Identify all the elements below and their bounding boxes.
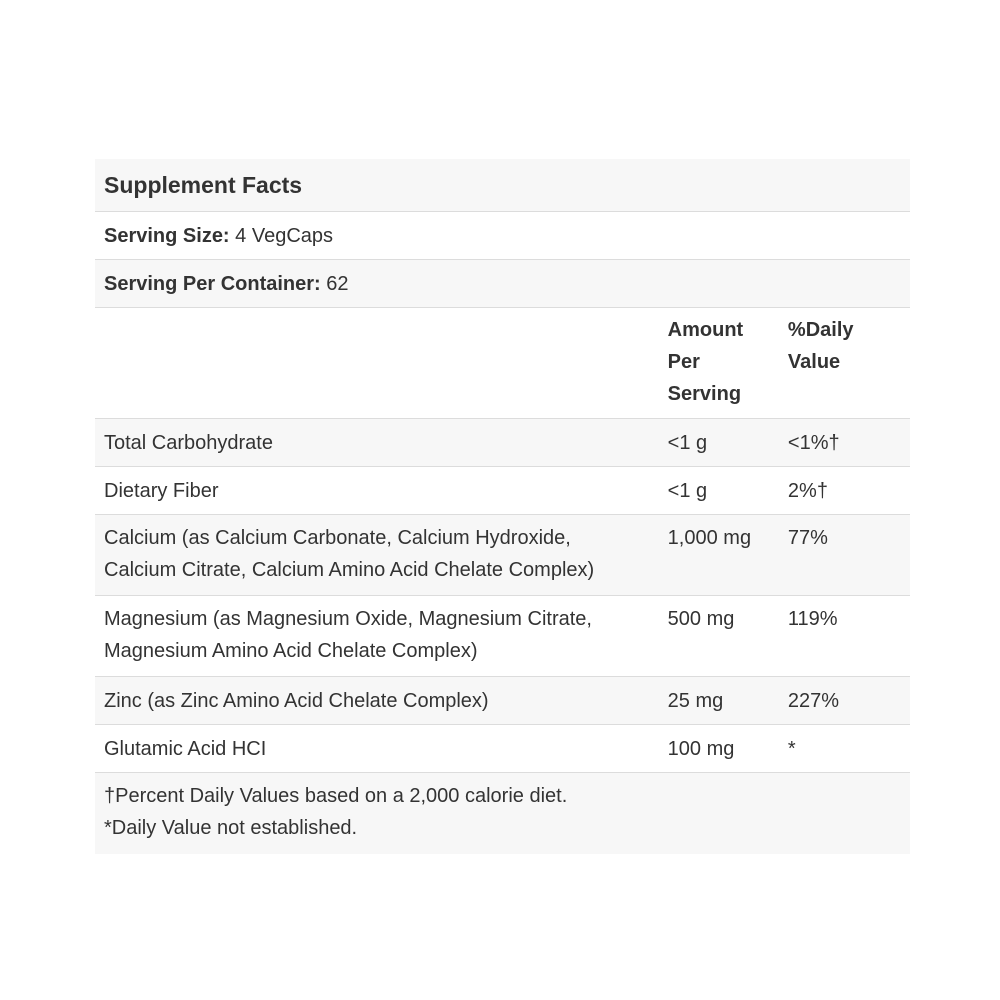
- table-row: [95, 515, 910, 596]
- nutrient-daily-value: 77%: [788, 515, 910, 596]
- nutrient-daily-value: 119%: [788, 596, 910, 677]
- nutrient-name: Magnesium (as Magnesium Oxide, Magnesium Citrate, Magnesium Amino Acid Chelate Complex): [95, 596, 668, 677]
- footnotes: [95, 773, 910, 855]
- facts-title: Supplement Facts: [95, 159, 910, 212]
- nutrient-name: Dietary Fiber: [95, 467, 668, 515]
- nutrient-daily-value: 227%: [788, 677, 910, 725]
- table-row: [95, 596, 910, 677]
- footnote-not-established: *Daily Value not established.: [104, 817, 358, 839]
- table-row: [95, 677, 910, 725]
- daily-value-header: %Daily Value: [788, 308, 910, 419]
- amount-header: Amount Per Serving: [668, 308, 788, 419]
- nutrient-amount: <1 g: [668, 467, 788, 515]
- nutrient-name: Calcium (as Calcium Carbonate, Calcium Hydroxide, Calcium Citrate, Calcium Amino Acid Chelate Complex): [95, 515, 668, 596]
- table-row: [95, 467, 910, 515]
- serving-size-value: 4 VegCaps: [235, 224, 334, 247]
- nutrient-name: Glutamic Acid HCI: [95, 725, 668, 773]
- serving-size-row: [95, 212, 910, 260]
- table-row: [95, 419, 910, 467]
- nutrient-amount: 25 mg: [668, 677, 788, 725]
- nutrient-amount: 500 mg: [668, 596, 788, 677]
- column-header-row: [95, 308, 910, 419]
- table-row: [95, 725, 910, 773]
- serving-size-label: Serving Size:: [104, 224, 230, 247]
- nutrient-name: Total Carbohydrate: [95, 419, 668, 467]
- supplement-facts-table: [95, 159, 910, 854]
- nutrient-daily-value: <1%†: [788, 419, 910, 467]
- nutrient-amount: 1,000 mg: [668, 515, 788, 596]
- nutrient-amount: <1 g: [668, 419, 788, 467]
- footnotes-row: [95, 773, 910, 855]
- nutrient-daily-value: 2%†: [788, 467, 910, 515]
- nutrient-amount: 100 mg: [668, 725, 788, 773]
- title-row: [95, 159, 910, 212]
- footnote-percent-daily: †Percent Daily Values based on a 2,000 calorie diet.: [104, 785, 568, 807]
- nutrient-daily-value: *: [788, 725, 910, 773]
- servings-per-container-row: [95, 260, 910, 308]
- servings-per-container-value: 62: [326, 272, 349, 295]
- servings-per-container-label: Serving Per Container:: [104, 272, 321, 295]
- nutrient-name: Zinc (as Zinc Amino Acid Chelate Complex): [95, 677, 668, 725]
